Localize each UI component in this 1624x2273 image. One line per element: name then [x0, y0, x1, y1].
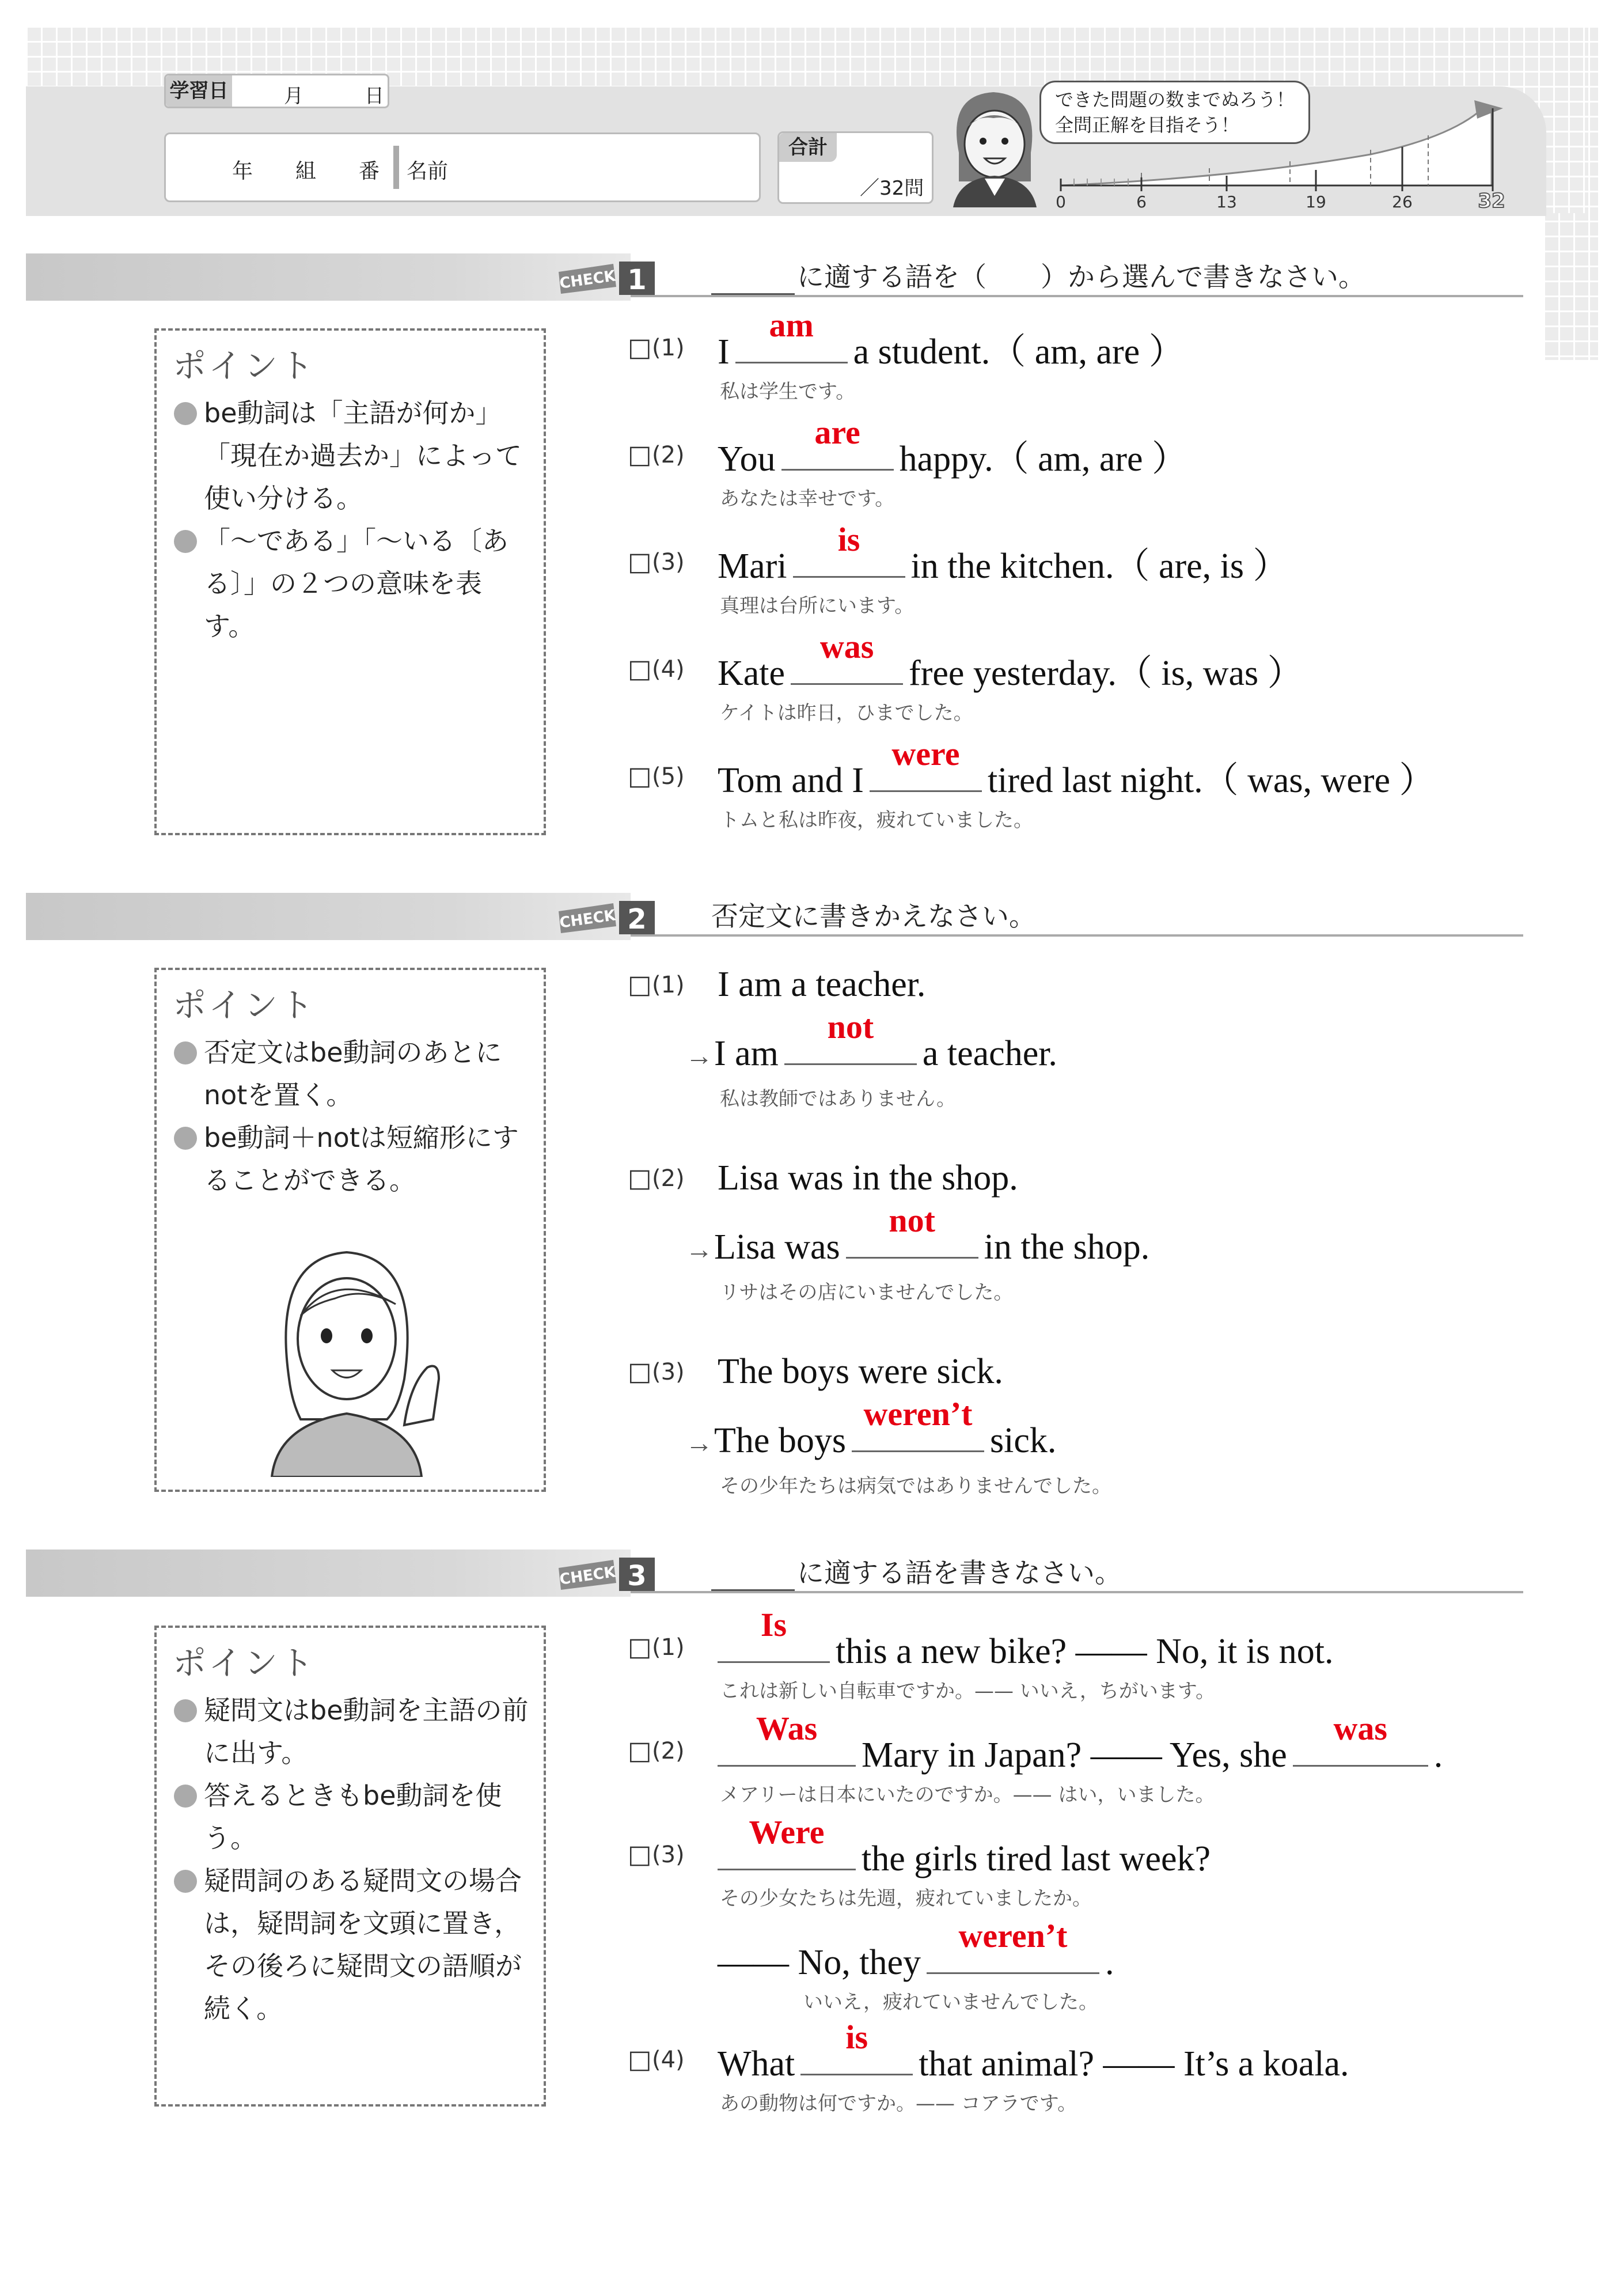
bullet-icon: [174, 1699, 197, 1722]
point-item: 疑問文はbe動詞を主語の前に出す。: [157, 1689, 531, 1774]
study-date-label: 学習日: [166, 75, 232, 107]
question-sentence: Is this a new bike? —— No, it is not.: [712, 1627, 1333, 1672]
answer-blank[interactable]: [784, 1008, 917, 1065]
answer-blank[interactable]: [852, 1395, 984, 1452]
answer-blank[interactable]: [846, 1202, 978, 1259]
check-badge-icon: [559, 1558, 659, 1591]
rewrite-sentence: →The boys weren’t sick.: [685, 1395, 1057, 1460]
name-field[interactable]: [164, 132, 761, 202]
check-badge-icon: [559, 901, 659, 934]
progress-tick-32: 32: [1478, 190, 1505, 213]
section-rule: [631, 295, 1523, 297]
checkbox-icon[interactable]: □: [628, 762, 652, 791]
check-label: CHECK: [559, 907, 617, 932]
point-title: ポイント: [173, 986, 316, 1025]
answer-text: was: [819, 628, 874, 665]
speech-line-2: 全問正解を目指そう！: [1055, 114, 1240, 136]
year-label: 年: [232, 160, 253, 183]
progress-meter[interactable]: [1048, 92, 1509, 213]
translation: これは新しい自転車ですか。—— いいえ，ちがいます。: [720, 1680, 1216, 1703]
answer-text: weren’t: [863, 1395, 973, 1433]
answer-blank[interactable]: [735, 306, 848, 363]
translation: あなたは幸せです。: [720, 487, 895, 510]
translation: あの動物は何ですか。—— コアラです。: [720, 2092, 1077, 2115]
translation: ケイトは昨日，ひまでした。: [720, 702, 973, 725]
question-number: (1): [652, 972, 685, 998]
total-label: 合計: [779, 133, 837, 162]
question-number: (1): [652, 1634, 685, 1661]
question-number: (2): [652, 442, 685, 468]
check-badge-icon: [559, 262, 659, 295]
point-title: ポイント: [173, 1643, 316, 1683]
class-label: 組: [295, 160, 317, 183]
section-instruction: に適する語を（ ）から選んで書きなさい。: [711, 260, 1365, 295]
progress-tick-26: 26: [1392, 192, 1413, 211]
point-item: be動詞＋notは短縮形にすることができる。: [157, 1116, 531, 1202]
mascot-girl-icon: [936, 84, 1051, 207]
answer-blank[interactable]: [1293, 1710, 1428, 1767]
answer-blank[interactable]: [718, 1606, 830, 1663]
section-2-header: [26, 893, 1494, 940]
checkbox-icon[interactable]: □: [628, 1840, 652, 1869]
answer-blank[interactable]: [718, 1813, 856, 1870]
check-label: CHECK: [559, 267, 617, 293]
check-number: 2: [627, 903, 647, 934]
point-box-1: [154, 328, 546, 835]
original-sentence: I am a teacher.: [718, 965, 926, 1004]
question-number: (3): [652, 549, 685, 575]
checkbox-icon[interactable]: □: [628, 333, 652, 362]
arrow-icon: →: [685, 1428, 713, 1458]
question-number: (3): [652, 1359, 685, 1385]
answer-blank[interactable]: [718, 1710, 856, 1767]
answer-text: are: [814, 414, 860, 451]
progress-tick-13: 13: [1216, 192, 1237, 211]
reply-translation: いいえ，疲れていませんでした。: [803, 1991, 1099, 2014]
study-date-field[interactable]: [164, 74, 389, 108]
day-label: 日: [365, 85, 384, 108]
check-label: CHECK: [559, 1563, 617, 1589]
reply-sentence: —— No, they weren’t .: [718, 1917, 1114, 1982]
teacher-illustration-icon: [249, 1235, 456, 1477]
bullet-icon: [174, 402, 197, 425]
question-number: (4): [652, 2047, 685, 2073]
checkbox-icon[interactable]: □: [628, 1736, 652, 1766]
divider: [393, 146, 399, 189]
section-instruction: に適する語を書きなさい。: [711, 1556, 1122, 1591]
progress-tick-6: 6: [1136, 192, 1147, 211]
section-3-header: [26, 1550, 1494, 1597]
section-instruction: 否定文に書きかえなさい。: [711, 901, 1036, 933]
question-number: (1): [652, 335, 685, 361]
translation: トムと私は昨夜，疲れていました。: [720, 809, 1033, 832]
question-sentence: You are happy.（ am, are ）: [718, 414, 1187, 479]
section-bar: [26, 253, 631, 301]
answer-blank[interactable]: [793, 521, 905, 578]
answer-text: not: [827, 1008, 874, 1045]
check-number: 3: [627, 1560, 647, 1591]
bullet-icon: [174, 1870, 197, 1893]
answer-text: were: [891, 735, 960, 772]
translation: 私は教師ではありません。: [720, 1088, 957, 1111]
bullet-icon: [174, 1041, 197, 1064]
arrow-icon: →: [685, 1234, 713, 1265]
section-rule: [631, 934, 1523, 937]
translation: リサはその店にいませんでした。: [720, 1281, 1014, 1304]
answer-text: was: [1333, 1710, 1387, 1747]
answer-text: Is: [760, 1606, 787, 1643]
answer-blank[interactable]: [870, 735, 982, 792]
progress-tick-19: 19: [1306, 192, 1326, 211]
translation: その少年たちは病気ではありませんでした。: [720, 1475, 1111, 1498]
total-score-field[interactable]: [777, 131, 934, 204]
question-sentence: I am a student.（ am, are ）: [718, 306, 1185, 372]
answer-blank[interactable]: [791, 628, 903, 685]
question-number: (2): [652, 1738, 685, 1764]
point-item: be動詞は「主語が何か」「現在か過去か」によって使い分ける。: [157, 392, 531, 520]
bullet-icon: [174, 530, 197, 553]
point-box-3: [154, 1626, 546, 2107]
checkbox-icon[interactable]: □: [628, 654, 652, 684]
answer-text: is: [837, 521, 860, 558]
section-rule: [631, 1591, 1523, 1593]
speech-line-1: できた問題の数までぬろう！: [1055, 89, 1295, 111]
question-sentence: What is that animal? —— It’s a koala.: [718, 2018, 1349, 2083]
question-sentence: Mari is in the kitchen.（ are, is ）: [718, 521, 1289, 586]
bullet-icon: [174, 1127, 197, 1150]
point-box-2: [154, 968, 546, 1492]
answer-text: am: [769, 306, 814, 344]
check-number: 1: [627, 264, 647, 295]
checkbox-icon[interactable]: □: [628, 1632, 652, 1662]
translation: 私は学生です。: [720, 380, 856, 403]
number-label: 番: [359, 160, 380, 183]
checkbox-icon[interactable]: □: [628, 547, 652, 577]
checkbox-icon[interactable]: □: [628, 2045, 652, 2074]
point-item: 疑問詞のある疑問文の場合は，疑問詞を文頭に置き，その後ろに疑問文の語順が続く。: [157, 1859, 531, 2030]
original-sentence: The boys were sick.: [718, 1352, 1003, 1391]
section-1-header: [26, 253, 1494, 301]
name-label: 名前: [407, 160, 449, 183]
question-number: (4): [652, 656, 685, 683]
month-label: 月: [284, 85, 303, 108]
section-bar: [26, 1550, 631, 1597]
point-title: ポイント: [173, 346, 316, 385]
question-number: (3): [652, 1842, 685, 1868]
question-sentence: Was Mary in Japan? —— Yes, she was .: [712, 1730, 1443, 1775]
bullet-icon: [174, 1785, 197, 1808]
original-sentence: Lisa was in the shop.: [718, 1158, 1018, 1198]
rewrite-sentence: →Lisa was not in the shop.: [685, 1202, 1150, 1267]
rewrite-sentence: →I am not a teacher.: [685, 1008, 1057, 1073]
question-sentence: Tom and I were tired last night.（ was, were ）: [718, 735, 1435, 800]
checkbox-icon[interactable]: □: [628, 440, 652, 469]
question-number: (5): [652, 763, 685, 790]
section-bar: [26, 893, 631, 940]
answer-text: not: [889, 1202, 935, 1239]
question-sentence: Kate was free yesterday.（ is, was ）: [718, 628, 1303, 693]
answer-blank[interactable]: [800, 2018, 913, 2075]
question-number: (2): [652, 1165, 685, 1192]
progress-tick-0: 0: [1056, 192, 1066, 211]
translation: その少女たちは先週，疲れていましたか。: [720, 1887, 1092, 1910]
answer-text: Were: [749, 1813, 825, 1851]
answer-text: is: [845, 2018, 868, 2056]
answer-text: weren’t: [958, 1917, 1068, 1954]
question-sentence: Were the girls tired last week?: [712, 1834, 1211, 1879]
translation: メアリーは日本にいたのですか。—— はい，いました。: [720, 1783, 1215, 1806]
arrow-icon: →: [685, 1041, 713, 1071]
answer-blank[interactable]: [927, 1917, 1099, 1974]
point-item: 「～である」「～いる〔ある〕」の２つの意味を表す。: [157, 520, 531, 647]
translation: 真理は台所にいます。: [720, 594, 915, 618]
answer-blank[interactable]: [781, 414, 894, 471]
point-item: 答えるときもbe動詞を使う。: [157, 1774, 531, 1859]
checkbox-icon[interactable]: □: [628, 1357, 652, 1386]
point-item: 否定文はbe動詞のあとにnotを置く。: [157, 1031, 531, 1116]
checkbox-icon[interactable]: □: [628, 1164, 652, 1193]
checkbox-icon[interactable]: □: [628, 970, 652, 999]
total-value: ／32問: [860, 177, 924, 200]
answer-text: Was: [756, 1710, 818, 1747]
